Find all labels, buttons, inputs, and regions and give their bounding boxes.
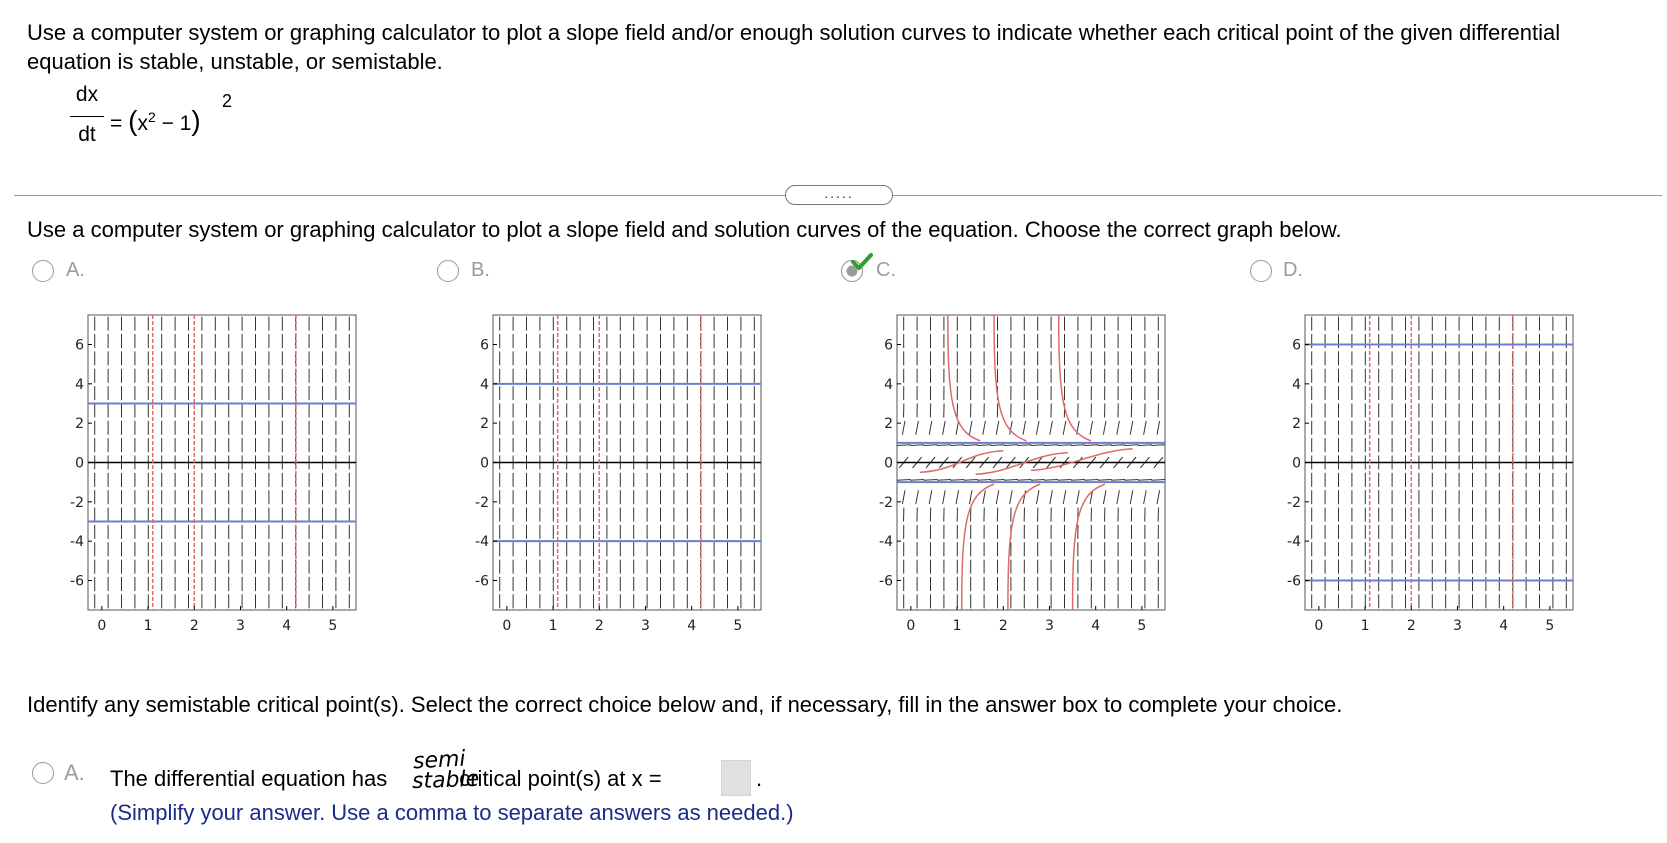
x-tick-label: 5: [1137, 618, 1147, 634]
x-tick-label: 0: [906, 618, 916, 634]
option-d-radio[interactable]: [1250, 260, 1272, 282]
graph-b[interactable]: [463, 310, 763, 650]
part1-prompt: Use a computer system or graphing calculator to plot a slope field and solution curves of the equation. Choose the correct graph below.: [27, 217, 1342, 242]
y-tick-label: -4: [475, 534, 489, 551]
y-tick-label: 4: [884, 376, 893, 393]
graph-c[interactable]: [867, 310, 1167, 650]
x-tick-label: 4: [1499, 618, 1509, 634]
y-tick-label: 4: [480, 376, 489, 393]
open-paren: (: [128, 105, 138, 136]
y-tick-label: 4: [75, 376, 84, 393]
x-tick-label: 4: [687, 618, 697, 634]
x-tick-label: 2: [1406, 618, 1416, 634]
answer-period: .: [756, 766, 763, 791]
y-tick-label: 6: [1292, 337, 1301, 354]
y-tick-label: -4: [879, 534, 893, 551]
y-tick-label: 0: [480, 455, 489, 472]
x-tick-label: 3: [1045, 618, 1054, 634]
part2-prompt: Identify any semistable critical point(s). Select the correct choice below and, if necessary, fill in the answer box to complete your choice.: [27, 692, 1343, 717]
fraction-numerator: dx: [75, 83, 99, 106]
y-tick-label: 0: [75, 455, 84, 472]
fraction-bar: [70, 116, 104, 117]
differential-equation: [70, 83, 270, 163]
option-b-radio[interactable]: [437, 260, 459, 282]
x-tick-label: 3: [1453, 618, 1462, 634]
inner-base: x: [137, 112, 148, 135]
outer-exponent: 2: [222, 91, 233, 111]
y-tick-label: -2: [475, 494, 489, 511]
equals-sign: =: [110, 112, 123, 135]
y-tick-label: -6: [1287, 573, 1301, 590]
y-tick-label: 2: [75, 416, 84, 433]
y-tick-label: -4: [1287, 534, 1301, 551]
y-tick-label: -6: [70, 573, 84, 590]
graph-d[interactable]: [1275, 310, 1575, 650]
inner-rest: − 1: [155, 112, 192, 135]
y-tick-label: 6: [480, 337, 489, 354]
x-tick-label: 1: [548, 618, 558, 634]
x-tick-label: 5: [328, 618, 338, 634]
equation-rhs: [110, 105, 201, 137]
x-tick-label: 1: [1360, 618, 1370, 634]
x-tick-label: 3: [236, 618, 245, 634]
y-tick-label: -6: [879, 573, 893, 590]
x-tick-label: 4: [1091, 618, 1101, 634]
answer-a-text-after: critical point(s) at x =: [459, 766, 662, 791]
handwritten-semi: semi: [412, 746, 467, 775]
fraction-denominator: dt: [78, 123, 96, 146]
x-tick-label: 5: [1545, 618, 1555, 634]
option-a-radio[interactable]: [32, 260, 54, 282]
answer-a-text-before: The differential equation has: [110, 766, 388, 791]
option-c-label[interactable]: C.: [876, 259, 896, 281]
y-tick-label: 2: [1292, 416, 1301, 433]
y-tick-label: -6: [475, 573, 489, 590]
y-tick-label: 2: [884, 416, 893, 433]
y-tick-label: -2: [1287, 494, 1301, 511]
close-paren: ): [191, 105, 201, 136]
x-tick-label: 2: [594, 618, 604, 634]
answer-a-text: [110, 766, 662, 795]
y-tick-label: 0: [884, 455, 893, 472]
y-tick-label: -2: [879, 494, 893, 511]
answer-a-radio[interactable]: [32, 762, 54, 784]
x-tick-label: 0: [97, 618, 107, 634]
inner-exponent: 2: [147, 109, 156, 125]
x-tick-label: 0: [1314, 618, 1324, 634]
y-tick-label: -2: [70, 494, 84, 511]
answer-input-box[interactable]: [721, 760, 751, 796]
option-b-label[interactable]: B.: [471, 259, 490, 281]
option-a-label[interactable]: A.: [66, 259, 85, 281]
y-tick-label: 6: [75, 337, 84, 354]
x-tick-label: 2: [998, 618, 1008, 634]
x-tick-label: 1: [143, 618, 153, 634]
answer-a-label[interactable]: A.: [64, 760, 85, 785]
y-tick-label: 6: [884, 337, 893, 354]
graph-a[interactable]: [58, 310, 358, 650]
option-d-label[interactable]: D.: [1283, 259, 1303, 281]
y-tick-label: -4: [70, 534, 84, 551]
checkmark-icon: [851, 252, 873, 272]
question-intro: Use a computer system or graphing calculator to plot a slope field and/or enough solution curves to indicate whether each critical point of the given differential equation is stable, unstable, or semistable.: [27, 20, 1561, 74]
x-tick-label: 2: [189, 618, 199, 634]
y-tick-label: 4: [1292, 376, 1301, 393]
x-tick-label: 1: [952, 618, 962, 634]
handwritten-stable: stable: [411, 766, 480, 795]
x-tick-label: 5: [733, 618, 743, 634]
x-tick-label: 4: [282, 618, 292, 634]
x-tick-label: 0: [502, 618, 512, 634]
x-tick-label: 3: [641, 618, 650, 634]
y-tick-label: 2: [480, 416, 489, 433]
answer-hint: (Simplify your answer. Use a comma to separate answers as needed.): [110, 800, 794, 825]
expand-button[interactable]: .....: [785, 185, 893, 205]
y-tick-label: 0: [1292, 455, 1301, 472]
